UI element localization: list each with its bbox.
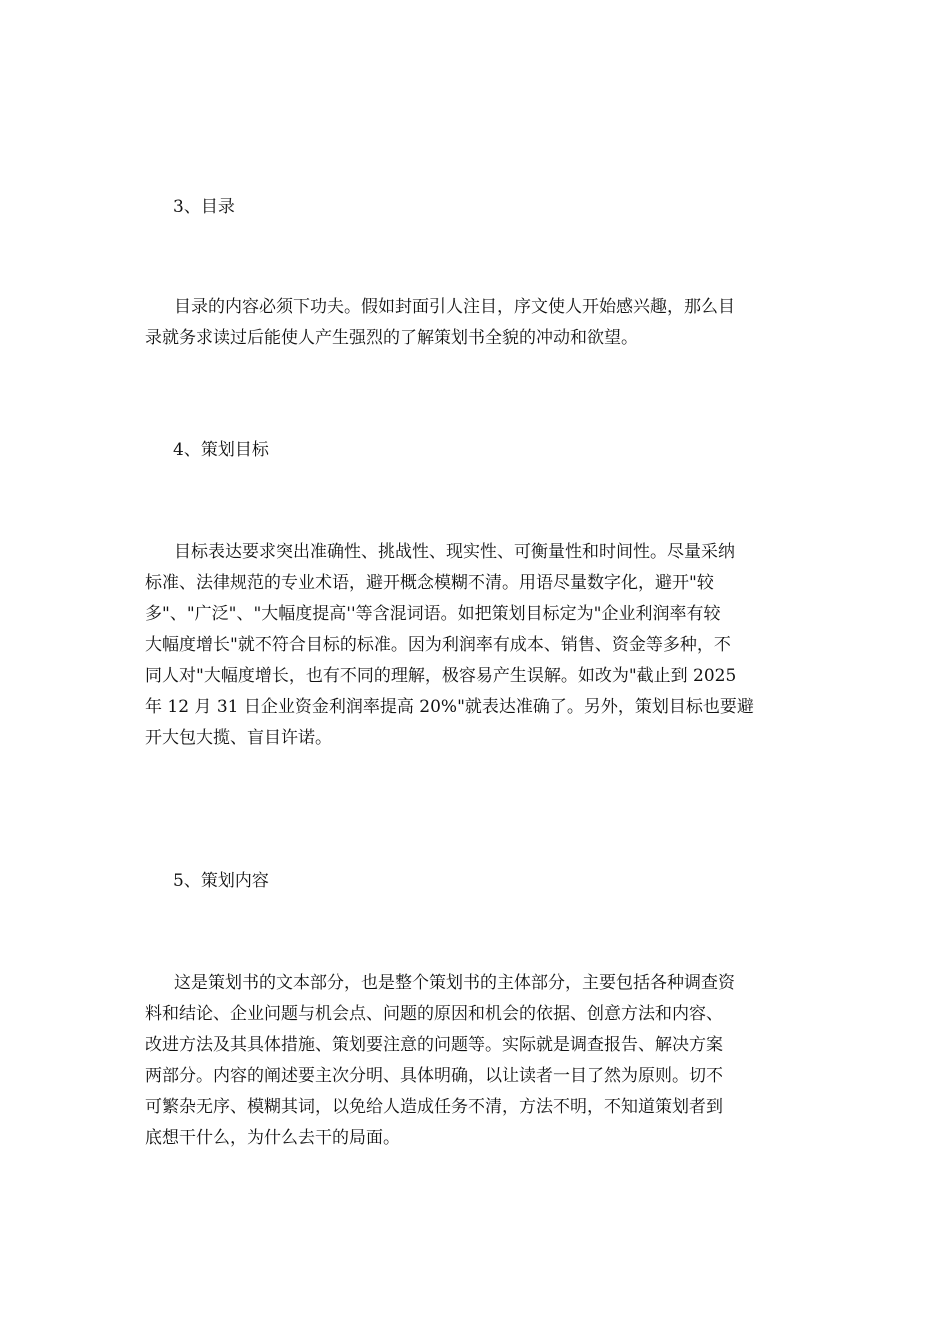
paragraph-line: 两部分。内容的阐述要主次分明、具体明确，以让读者一目了然为原则。切不 xyxy=(145,1066,723,1086)
paragraph-line: 录就务求读过后能使人产生强烈的了解策划书全貌的冲动和欲望。 xyxy=(145,328,638,348)
paragraph-line: 目标表达要求突出准确性、挑战性、现实性、可衡量性和时间性。尽量采纳 xyxy=(174,542,735,562)
paragraph-line: 这是策划书的文本部分，也是整个策划书的主体部分，主要包括各种调查资 xyxy=(174,973,735,993)
paragraph-line: 料和结论、企业问题与机会点、问题的原因和机会的依据、创意方法和内容、 xyxy=(145,1004,723,1024)
paragraph-line: 年 12 月 31 日企业资金利润率提高 20%"就表达准确了。另外，策划目标也要避 xyxy=(145,697,754,717)
paragraph-line: 大幅度增长"就不符合目标的标准。因为利润率有成本、销售、资金等多种，不 xyxy=(145,635,731,655)
paragraph-line: 开大包大揽、盲目许诺。 xyxy=(145,728,332,748)
paragraph-line: 标准、法律规范的专业术语，避开概念模糊不清。用语尽量数字化，避开"较 xyxy=(145,573,714,593)
paragraph-line: 底想干什么，为什么去干的局面。 xyxy=(145,1128,400,1148)
paragraph-line: 可繁杂无序、模糊其词，以免给人造成任务不清，方法不明，不知道策划者到 xyxy=(145,1097,723,1117)
section-heading-content: 5、策划内容 xyxy=(173,871,269,891)
section-paragraph-toc xyxy=(145,292,813,354)
paragraph-line: 多"、"广泛"、"大幅度提高''等含混词语。如把策划目标定为"企业利润率有较 xyxy=(145,604,721,624)
section-heading-toc: 3、目录 xyxy=(173,197,235,217)
section-heading-goals: 4、策划目标 xyxy=(173,440,269,460)
section-paragraph-goals xyxy=(145,537,813,754)
paragraph-line: 改进方法及其具体措施、策划要注意的问题等。实际就是调查报告、解决方案 xyxy=(145,1035,723,1055)
paragraph-line: 目录的内容必须下功夫。假如封面引人注目，序文使人开始感兴趣，那么目 xyxy=(174,297,735,317)
paragraph-line: 同人对"大幅度增长，也有不同的理解，极容易产生误解。如改为"截止到 2025 xyxy=(145,666,737,686)
section-paragraph-content xyxy=(145,968,813,1154)
